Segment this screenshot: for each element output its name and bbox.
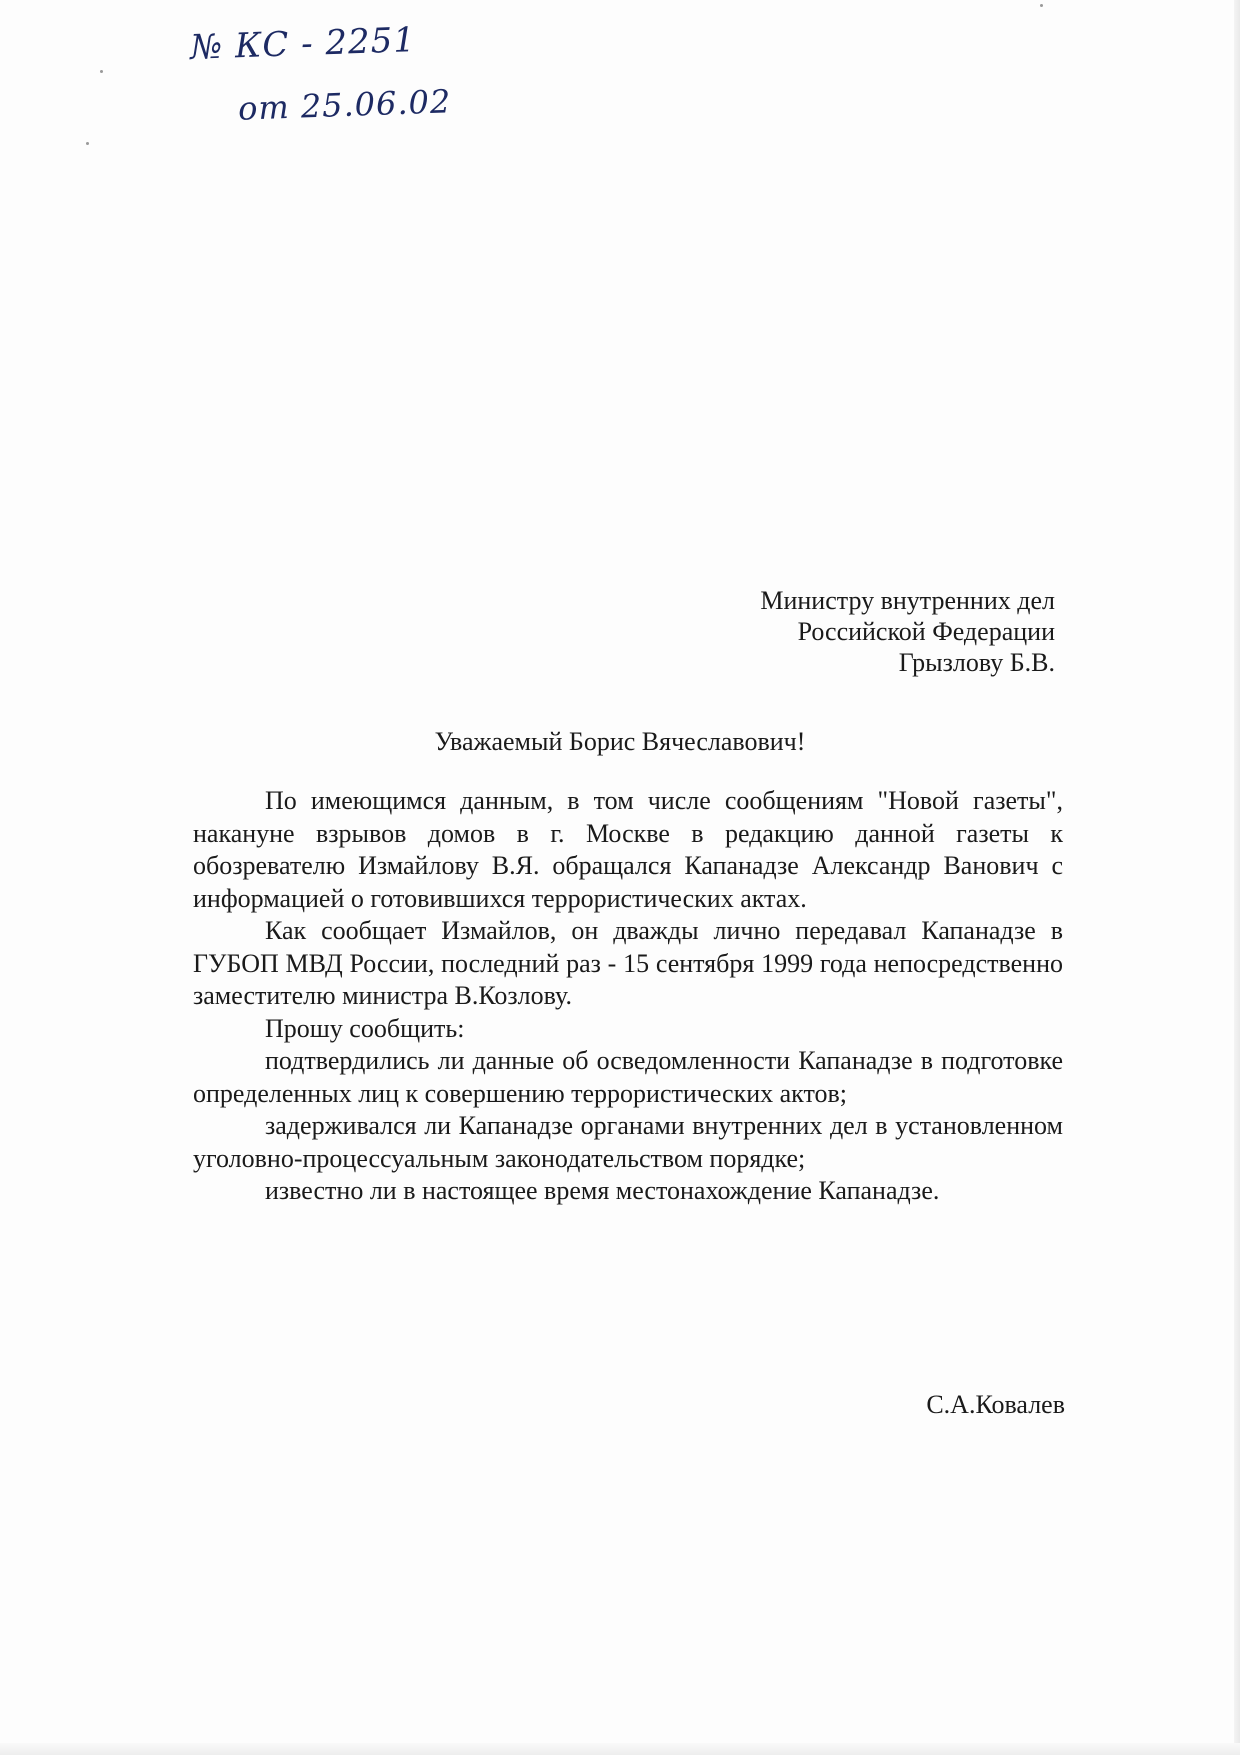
handwritten-registration-number: № КС - 2251 — [189, 20, 417, 68]
body-paragraph: подтвердились ли данные об осведомленности Капанадзе в подготовке определенных лиц к совершению террористических актов; — [193, 1046, 1063, 1108]
body-paragraph: задерживался ли Капанадзе органами внутренних дел в установленном уголовно-процессуальным законодательством порядке; — [193, 1111, 1063, 1173]
scan-speck — [86, 142, 89, 145]
letter-body — [193, 785, 1063, 1208]
body-paragraph: Прошу сообщить: — [265, 1013, 465, 1043]
addressee-block — [760, 585, 1055, 678]
body-paragraph: Как сообщает Измайлов, он дважды лично передавал Капанадзе в ГУБОП МВД России, последний раз - 15 сентября 1999 года непосредственно заместителю министра В.Козлову. — [193, 916, 1063, 1010]
scan-speck — [1040, 4, 1043, 7]
salutation: Уважаемый Борис Вячеславович! — [434, 727, 806, 756]
scan-edge — [0, 1743, 1240, 1755]
addressee-title: Министру внутренних дел — [760, 586, 1055, 615]
handwritten-registration-date: от 25.06.02 — [237, 82, 452, 128]
scan-edge — [1234, 0, 1240, 1755]
body-paragraph: По имеющимся данным, в том числе сообщениям "Новой газеты", накануне взрывов домов в г. Москве в редакцию данной газеты к обозревателю Измайлову В.Я. обращался Капанадзе Александр Ванович с информацией о готовившихся террористических актах. — [193, 786, 1063, 913]
body-paragraph: известно ли в настоящее время местонахождение Капанадзе. — [265, 1176, 940, 1205]
addressee-organization: Российской Федерации — [797, 617, 1055, 646]
signature-name: С.А.Ковалев — [926, 1390, 1065, 1419]
addressee-name: Грызлову Б.В. — [898, 648, 1055, 677]
scan-speck — [100, 70, 103, 73]
